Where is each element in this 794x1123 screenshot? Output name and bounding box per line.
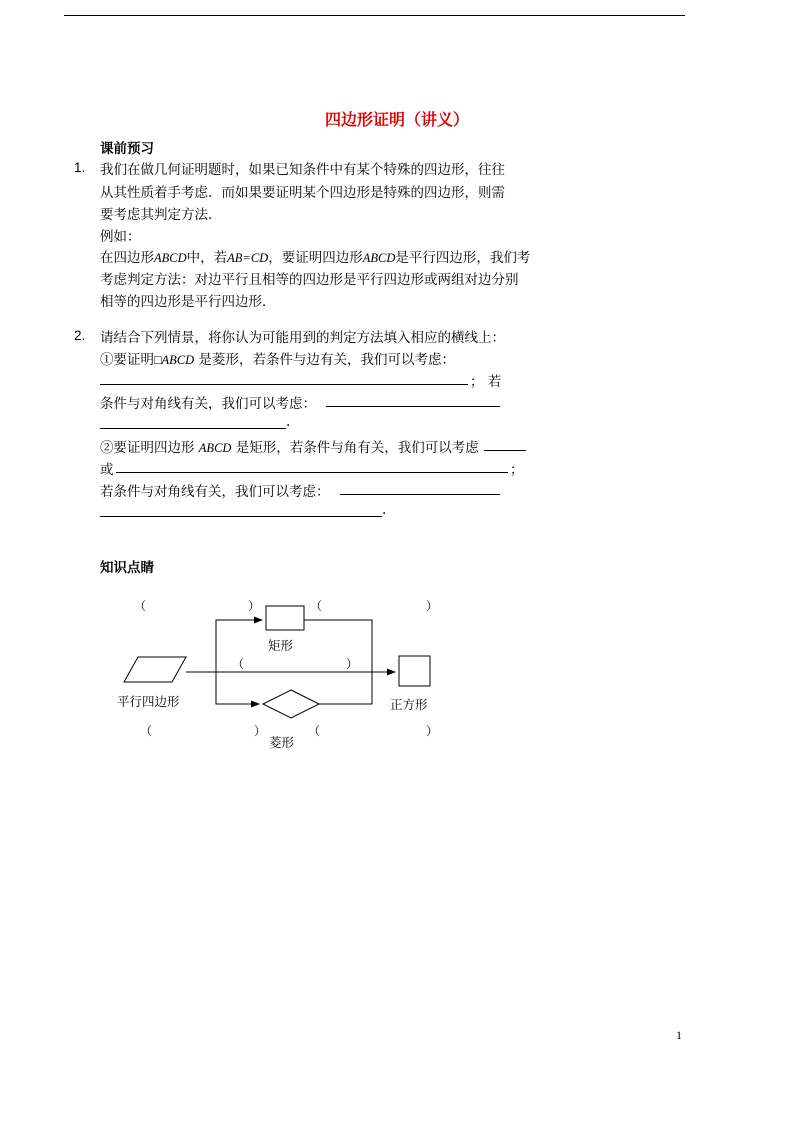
or-label: 或 bbox=[100, 462, 114, 478]
item-2-q2-diag-line: 若条件与对角线有关，我们可以考虑： bbox=[100, 484, 330, 500]
semicolon-mark: ； bbox=[510, 462, 524, 478]
item-1-example-label: 例如： bbox=[100, 229, 141, 245]
item-1-number: 1. bbox=[74, 160, 86, 175]
square-label: 正方形 bbox=[390, 697, 428, 712]
page-title: 四边形证明（讲义） bbox=[324, 110, 469, 129]
rectangle-shape bbox=[266, 606, 304, 630]
page-number: 1 bbox=[676, 1028, 682, 1042]
item-1-example-line: 在四边形ABCD中，若AB=CD，要证明四边形ABCD是平行四边形，我们考 bbox=[100, 250, 531, 266]
parallelogram-label: 平行四边形 bbox=[117, 694, 180, 709]
item-1-line-6: 相等的四边形是平行四边形． bbox=[100, 294, 276, 310]
item-2-q2-line: ②要证明四边形 ABCD 是矩形，若条件与角有关，我们可以考虑 bbox=[100, 440, 479, 456]
item-2-q1-tail: ； 若 bbox=[470, 374, 502, 390]
item-1-line-1: 我们在做几何证明题时，如果已知条件中有某个特殊的四边形，往往 bbox=[100, 162, 505, 178]
blank-paren-close-5: ） bbox=[426, 724, 439, 738]
item-1-line-3: 要考虑其判定方法． bbox=[100, 207, 222, 223]
blank-paren-close-1: ） bbox=[248, 599, 261, 613]
item-2-number: 2. bbox=[74, 328, 86, 343]
item-1-line-5: 考虑判定方法：对边平行且相等的四边形是平行四边形或两组对边分别 bbox=[100, 272, 519, 288]
blank-paren-open-3: （ bbox=[232, 657, 245, 671]
square-shape bbox=[399, 656, 430, 686]
item-2-q1-diag-line: 条件与对角线有关，我们可以考虑： bbox=[100, 396, 316, 412]
period-mark: . bbox=[286, 414, 291, 430]
blank-paren-open-2: （ bbox=[310, 599, 323, 613]
item-2-q1-line: ①要证明□ABCD 是菱形，若条件与边有关，我们可以考虑： bbox=[100, 352, 455, 368]
blank-paren-close-2: ） bbox=[426, 599, 439, 613]
rhombus-label: 菱形 bbox=[269, 735, 295, 750]
blank-paren-open-1: （ bbox=[134, 599, 147, 613]
line-rhombus-to-square bbox=[319, 672, 372, 704]
rectangle-label: 矩形 bbox=[268, 638, 294, 653]
item-2-intro: 请结合下列情景，将你认为可能用到的判定方法填入相应的横线上： bbox=[100, 330, 505, 346]
parallelogram-shape bbox=[124, 657, 186, 682]
blank-paren-open-5: （ bbox=[308, 724, 321, 738]
rhombus-shape bbox=[263, 690, 319, 718]
section-preview-heading: 课前预习 bbox=[100, 141, 154, 157]
item-1-line-2: 从其性质着手考虑．而如果要证明某个四边形是特殊的四边形，则需 bbox=[100, 185, 505, 201]
blank-paren-close-4: ） bbox=[254, 724, 267, 738]
line-rectangle-to-square bbox=[304, 620, 372, 672]
blank-paren-close-3: ） bbox=[346, 657, 359, 671]
period-mark-2: . bbox=[382, 502, 387, 518]
blank-paren-open-4: （ bbox=[140, 724, 153, 738]
section-knowledge-heading: 知识点睛 bbox=[100, 560, 154, 576]
